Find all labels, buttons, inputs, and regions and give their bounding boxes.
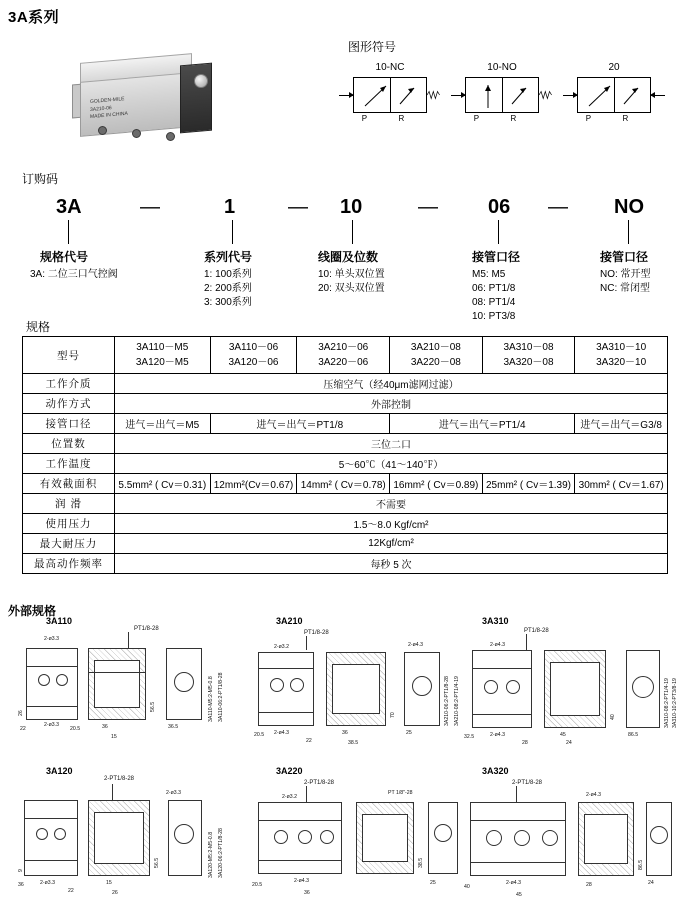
leader-line xyxy=(526,634,527,650)
symbol-exhaust-icon xyxy=(620,84,646,108)
dim-note: 22 xyxy=(20,726,26,732)
cell-action: 外部控制 xyxy=(115,394,668,414)
dim-note: 2-ø3.2 xyxy=(274,644,289,650)
photo-solenoid-cap xyxy=(180,63,212,134)
cell-area-4: 25mm² ( Cv＝1.39) xyxy=(482,474,575,494)
symbol-spring-icon xyxy=(539,89,553,101)
cell-port-0: 进气＝出气＝M5 xyxy=(115,414,211,434)
row-label-model: 型号 xyxy=(23,337,115,374)
model-line-a: 3A310－08 xyxy=(503,342,554,353)
ordering-col-title-4: 接管口径 xyxy=(600,250,649,264)
model-line-a: 3A110－06 xyxy=(228,342,279,353)
port-circle xyxy=(274,830,288,844)
symbol-flowpath-icon xyxy=(586,82,614,110)
port-circle xyxy=(174,824,194,844)
cell-area-2: 14mm² ( Cv＝0.78) xyxy=(297,474,390,494)
photo-port-a xyxy=(132,129,141,138)
model-line-b: 3A220－08 xyxy=(410,357,461,368)
dim-note: 36 xyxy=(102,724,108,730)
ordering-col-desc-3b: 06: PT1/8 xyxy=(472,283,516,294)
ordering-col-desc-1c: 3: 300系列 xyxy=(204,297,252,308)
port-circle xyxy=(270,678,284,692)
ordering-leader-1 xyxy=(232,220,233,244)
port-circle xyxy=(484,680,498,694)
port-circle xyxy=(56,674,68,686)
cell-lubrication: 不需要 xyxy=(115,494,668,514)
row-label-area: 有效截面积 xyxy=(23,474,115,494)
cell-port-3: 进气＝出气＝G3/8 xyxy=(575,414,668,434)
ordering-col-title-1: 系列代号 xyxy=(204,250,253,264)
cell-port-1: 进气＝出气＝PT1/8 xyxy=(210,414,389,434)
symbol-box xyxy=(353,77,427,113)
row-label-action: 动作方式 xyxy=(23,394,115,414)
model-line-b: 3A320－08 xyxy=(503,357,554,368)
cell-pressure: 1.5～8.0 Kgf/cm² xyxy=(115,514,668,534)
table-row-area xyxy=(23,474,668,494)
view-line xyxy=(258,712,314,713)
view-line xyxy=(258,860,342,861)
dim-note: 40 xyxy=(464,884,470,890)
symbol-port-r: R xyxy=(510,114,517,123)
port-circle xyxy=(412,676,432,696)
ordering-col-title-0: 规格代号 xyxy=(40,250,89,264)
drawing-3a320 xyxy=(460,776,675,906)
dim-note: 2-ø4.3 xyxy=(274,730,289,736)
row-label-pressure: 使用压力 xyxy=(23,514,115,534)
view-inner-3a220 xyxy=(362,814,408,862)
ordering-leader-0 xyxy=(68,220,69,244)
port-circle xyxy=(38,674,50,686)
dim-note: 28 xyxy=(522,740,528,746)
model-line-a: 3A210－06 xyxy=(318,342,369,353)
view-line xyxy=(88,672,146,673)
dim-note: 2-ø3.3 xyxy=(166,790,181,796)
dim-note: 38.5 xyxy=(348,740,359,746)
drawing-title-3a110: 3A110 xyxy=(46,616,73,626)
dim-note: 56.5 xyxy=(154,857,160,868)
dim-note: 38.5 xyxy=(418,857,424,868)
symbol-actuator-arrow-right xyxy=(651,95,665,96)
view-line xyxy=(26,706,78,707)
leader-line xyxy=(112,784,113,800)
dim-note: 3A110-M5:2-M5-0.8 xyxy=(208,676,214,722)
leader-line xyxy=(128,632,129,648)
symbol-divider xyxy=(502,78,503,112)
symbol-box xyxy=(465,77,539,113)
table-row-model xyxy=(23,337,668,374)
dim-note: 3A120-M5:2-M5-0.8 xyxy=(208,831,214,878)
table-row-pressure xyxy=(23,514,668,534)
view-line xyxy=(24,860,78,861)
port-circle xyxy=(290,678,304,692)
drawing-3a120 xyxy=(16,776,231,906)
cell-positions: 三位二口 xyxy=(115,434,668,454)
model-line-b: 3A220－06 xyxy=(318,357,369,368)
dim-note: 26 xyxy=(18,710,24,716)
cell-area-5: 30mm² ( Cv＝1.67) xyxy=(575,474,668,494)
view-line xyxy=(26,666,78,667)
symbol-box xyxy=(577,77,651,113)
drawing-thread-label: PT1/8-28 xyxy=(524,628,549,634)
cell-area-3: 16mm² ( Cv＝0.89) xyxy=(390,474,483,494)
symbol-flowpath-icon xyxy=(474,82,502,110)
cell-model-3 xyxy=(390,337,483,374)
ordering-col-desc-1b: 2: 200系列 xyxy=(204,283,252,294)
ordering-dash-0: — xyxy=(140,196,160,218)
ordering-leader-4 xyxy=(628,220,629,244)
dim-note: 2-ø4.3 xyxy=(490,642,505,648)
symbol-label: 20 xyxy=(608,62,620,73)
symbol-actuator-arrow xyxy=(339,95,353,96)
dim-note: 24 xyxy=(648,880,654,886)
model-line-b: 3A120－M5 xyxy=(135,357,189,368)
spec-table xyxy=(22,336,668,574)
dim-note: 9 xyxy=(18,869,24,872)
drawing-3a310 xyxy=(460,626,678,751)
ordering-code-1: 1 xyxy=(224,196,236,218)
dim-note: 3A310-08:2-PT1/4-19 xyxy=(664,678,670,728)
table-row-positions xyxy=(23,434,668,454)
dim-note: 3A310-10:2-PT3/8-19 xyxy=(672,678,678,728)
symbol-spring-icon xyxy=(427,89,441,101)
ordering-col-desc-4b: NC: 常闭型 xyxy=(600,283,650,294)
port-circle xyxy=(320,830,334,844)
dim-note: 24 xyxy=(566,740,572,746)
leader-line xyxy=(306,636,307,650)
symbol-block-10no xyxy=(442,62,562,123)
view-inner-3a210 xyxy=(332,664,380,714)
dim-note: 2-ø4.3 xyxy=(490,732,505,738)
ordering-dash-3: — xyxy=(548,196,568,218)
drawing-thread-label: 2-PT1/8-28 xyxy=(304,780,335,786)
dim-note: 3A110-06:2-PT1/8-28 xyxy=(218,672,224,722)
dim-note: 20.5 xyxy=(252,882,263,888)
dim-note: 70 xyxy=(390,712,396,718)
symbol-label: 10-NO xyxy=(487,62,517,73)
port-circle xyxy=(632,676,654,698)
drawing-title-3a120: 3A120 xyxy=(46,766,73,776)
dim-note: 36 xyxy=(18,882,24,888)
dim-note: 15 xyxy=(106,880,112,886)
model-line-b: 3A120－06 xyxy=(228,357,279,368)
row-label-port: 接管口径 xyxy=(23,414,115,434)
model-line-a: 3A210－08 xyxy=(410,342,461,353)
dim-note: 20.5 xyxy=(70,726,81,732)
port-circle xyxy=(506,680,520,694)
spec-heading: 规格 xyxy=(26,320,51,334)
view-front-3a110 xyxy=(26,648,78,720)
dim-note: 2-ø3.3 xyxy=(44,722,59,728)
dim-note: 25 xyxy=(406,730,412,736)
ordering-col-desc-0: 3A: 二位三口气控阀 xyxy=(30,269,118,280)
photo-brand-text: GOLDEN-MILE 3A210-06 MADE IN CHINA xyxy=(90,96,128,121)
ordering-heading: 订购码 xyxy=(22,172,59,186)
photo-port-p xyxy=(98,126,107,135)
drawing-3a110 xyxy=(16,626,231,751)
dim-note: 25 xyxy=(430,880,436,886)
dim-note: 40 xyxy=(610,714,616,720)
symbol-actuator-arrow xyxy=(563,95,577,96)
cell-model-2 xyxy=(297,337,390,374)
dim-note: PT 1/8"-28 xyxy=(388,790,413,796)
table-row-action xyxy=(23,394,668,414)
view-line xyxy=(258,668,314,669)
ordering-col-desc-3d: 10: PT3/8 xyxy=(472,311,516,322)
model-line-a: 3A110－M5 xyxy=(136,342,189,353)
port-circle xyxy=(174,672,194,692)
cell-max-pressure: 12Kgf/cm² xyxy=(115,534,668,554)
ordering-code-2: 10 xyxy=(340,196,363,218)
dim-note: 3A120-06:2-PT1/8-28 xyxy=(218,828,224,878)
symbol-port-r: R xyxy=(398,114,405,123)
view-inner-3a310 xyxy=(550,662,600,716)
external-heading: 外部规格 xyxy=(8,604,57,618)
port-circle xyxy=(486,830,502,846)
drawing-title-3a220: 3A220 xyxy=(276,766,303,776)
dim-note: 2-ø4.3 xyxy=(408,642,423,648)
ordering-leader-2 xyxy=(352,220,353,244)
ordering-col-title-2: 线圈及位数 xyxy=(318,250,379,264)
page-title: 3A系列 xyxy=(8,9,60,26)
drawing-thread-label: PT1/8-28 xyxy=(304,630,329,636)
symbol-exhaust-icon xyxy=(396,84,422,108)
drawing-title-3a320: 3A320 xyxy=(482,766,509,776)
symbol-block-10nc xyxy=(330,62,450,123)
view-line xyxy=(472,668,532,669)
dim-note: 2-ø3.2 xyxy=(282,794,297,800)
symbol-port-p: P xyxy=(361,114,368,123)
ordering-col-title-3: 接管口径 xyxy=(472,250,521,264)
ordering-col-desc-3c: 08: PT1/4 xyxy=(472,297,516,308)
cell-port-2: 进气＝出气＝PT1/4 xyxy=(390,414,575,434)
table-row-frequency xyxy=(23,554,668,574)
drawing-thread-label: 2-PT1/8-28 xyxy=(104,776,135,782)
drawing-3a220 xyxy=(248,776,463,906)
dim-note: 2-ø3.3 xyxy=(40,880,55,886)
port-circle xyxy=(54,828,66,840)
port-circle xyxy=(36,828,48,840)
product-photo xyxy=(72,50,220,155)
photo-knob xyxy=(194,74,208,88)
view-front-3a210 xyxy=(258,652,314,726)
port-circle xyxy=(298,830,312,844)
row-label-frequency: 最高动作频率 xyxy=(23,554,115,574)
dim-note: 20.5 xyxy=(254,732,265,738)
cell-area-1: 12mm²(Cv＝0.67) xyxy=(210,474,297,494)
dim-note: 32.5 xyxy=(464,734,475,740)
dim-note: 45 xyxy=(560,732,566,738)
symbol-flowpath-icon xyxy=(362,82,390,110)
view-front-3a120 xyxy=(24,800,78,876)
drawing-title-3a310: 3A310 xyxy=(482,616,509,626)
view-inner-3a120 xyxy=(94,812,144,864)
cell-model-0 xyxy=(115,337,211,374)
model-line-a: 3A310－10 xyxy=(596,342,647,353)
row-label-lubrication: 润 滑 xyxy=(23,494,115,514)
ordering-code-0: 3A xyxy=(56,196,82,218)
ordering-dash-2: — xyxy=(418,196,438,218)
symbol-label: 10-NC xyxy=(375,62,405,73)
row-label-temperature: 工作温度 xyxy=(23,454,115,474)
leader-line xyxy=(516,786,517,802)
drawing-3a210 xyxy=(248,626,463,751)
dim-note: 86.5 xyxy=(628,732,639,738)
symbol-divider xyxy=(614,78,615,112)
cell-model-4 xyxy=(482,337,575,374)
cell-model-5 xyxy=(575,337,668,374)
dim-note: 22 xyxy=(306,738,312,744)
symbol-block-20 xyxy=(554,62,674,123)
dim-note: 2-ø3.3 xyxy=(44,636,59,642)
symbol-actuator-arrow xyxy=(451,95,465,96)
dim-note: 2-ø4.3 xyxy=(586,792,601,798)
cell-model-1 xyxy=(210,337,297,374)
port-circle xyxy=(434,824,452,842)
leader-line xyxy=(306,786,307,802)
ordering-dash-1: — xyxy=(288,196,308,218)
table-row-medium xyxy=(23,374,668,394)
port-circle xyxy=(514,830,530,846)
ordering-code-3: 06 xyxy=(488,196,511,218)
ordering-col-desc-3a: M5: M5 xyxy=(472,269,506,280)
cell-medium: 压缩空气（经40μm滤网过滤） xyxy=(115,374,668,394)
dim-note: 22 xyxy=(68,888,74,894)
ordering-col-desc-1a: 1: 100系列 xyxy=(204,269,252,280)
table-row-lubrication xyxy=(23,494,668,514)
view-line xyxy=(24,818,78,819)
ordering-code-4: NO xyxy=(614,196,644,218)
dim-note: 2-ø4.3 xyxy=(506,880,521,886)
dim-note: 86.5 xyxy=(638,859,644,870)
model-line-b: 3A320－10 xyxy=(596,357,647,368)
view-line xyxy=(470,820,566,821)
table-row-port xyxy=(23,414,668,434)
view-front-3a310 xyxy=(472,650,532,728)
view-line xyxy=(258,820,342,821)
dim-note: 26 xyxy=(112,890,118,896)
row-label-max-pressure: 最大耐压力 xyxy=(23,534,115,554)
symbol-port-labels xyxy=(458,114,532,123)
ordering-col-desc-4a: NO: 常开型 xyxy=(600,269,651,280)
dim-note: 15 xyxy=(111,734,117,740)
row-label-medium: 工作介质 xyxy=(23,374,115,394)
symbol-port-labels xyxy=(346,114,420,123)
symbols-heading: 图形符号 xyxy=(348,40,397,54)
symbol-port-r: R xyxy=(622,114,629,123)
ordering-col-desc-2a: 10: 单头双位置 xyxy=(318,269,385,280)
view-line xyxy=(472,714,532,715)
symbol-port-p: P xyxy=(473,114,480,123)
drawing-thread-label: 2-PT1/8-28 xyxy=(512,780,543,786)
symbol-exhaust-icon xyxy=(508,84,534,108)
view-inner-3a320 xyxy=(584,814,628,864)
port-circle xyxy=(542,830,558,846)
cell-temperature: 5～60℃（41～140℉） xyxy=(115,454,668,474)
view-line xyxy=(470,862,566,863)
cell-area-0: 5.5mm² ( Cv＝0.31) xyxy=(115,474,211,494)
symbol-port-labels xyxy=(570,114,644,123)
symbol-divider xyxy=(390,78,391,112)
dim-note: 28 xyxy=(586,882,592,888)
drawing-title-3a210: 3A210 xyxy=(276,616,303,626)
dim-note: 45 xyxy=(516,892,522,898)
drawing-thread-label: PT1/8-28 xyxy=(134,626,159,632)
row-label-positions: 位置数 xyxy=(23,434,115,454)
dim-note: 36 xyxy=(304,890,310,896)
symbol-port-p: P xyxy=(585,114,592,123)
dim-note: 2-ø4.3 xyxy=(294,878,309,884)
dim-note: 36.5 xyxy=(168,724,179,730)
view-inner-3a110 xyxy=(94,660,140,708)
cell-frequency: 每秒 5 次 xyxy=(115,554,668,574)
ordering-col-desc-2b: 20: 双头双位置 xyxy=(318,283,385,294)
dim-note: 3A210-08:2-PT1/4-19 xyxy=(454,676,460,726)
table-row-temperature xyxy=(23,454,668,474)
dim-note: 56.5 xyxy=(150,701,156,712)
photo-port-r xyxy=(166,132,175,141)
table-row-max-pressure xyxy=(23,534,668,554)
dim-note: 36 xyxy=(342,730,348,736)
port-circle xyxy=(650,826,668,844)
dim-note: 3A210-06:2-PT1/8-28 xyxy=(444,676,450,726)
ordering-leader-3 xyxy=(498,220,499,244)
